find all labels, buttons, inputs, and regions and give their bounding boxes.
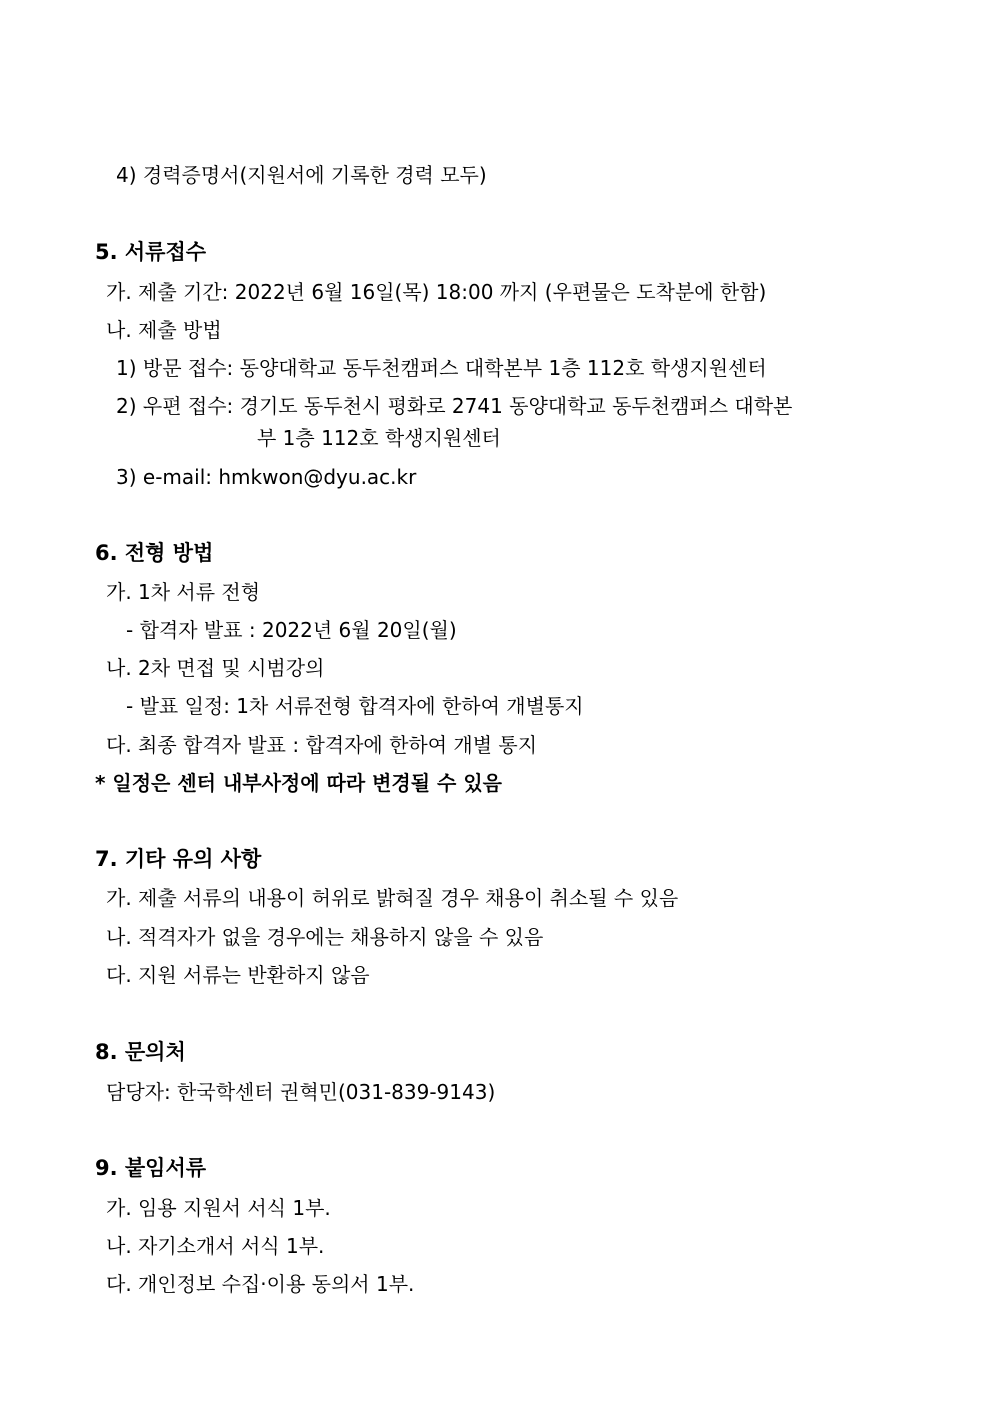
submission-period: 가. 제출 기간: 2022년 6월 16일(목) 18:00 까지 (우편물은 도착분에 한함) bbox=[106, 280, 767, 304]
notice-no-qualified: 나. 적격자가 없을 경우에는 채용하지 않을 수 있음 bbox=[106, 925, 544, 949]
section-8-heading: 8. 문의처 bbox=[95, 1040, 186, 1064]
first-round-announcement: - 합격자 발표 : 2022년 6월 20일(월) bbox=[126, 618, 457, 642]
final-announcement: 다. 최종 합격자 발표 : 합격자에 한하여 개별 통지 bbox=[106, 733, 538, 757]
submission-method-mail-continued: 부 1층 112호 학생지원센터 bbox=[257, 426, 501, 450]
schedule-change-note: * 일정은 센터 내부사정에 따라 변경될 수 있음 bbox=[95, 771, 502, 795]
contact-person: 담당자: 한국학센터 권혁민(031-839-9143) bbox=[106, 1080, 496, 1104]
submission-method-email: 3) e-mail: hmkwon@dyu.ac.kr bbox=[116, 465, 417, 489]
notice-false-documents: 가. 제출 서류의 내용이 허위로 밝혀질 경우 채용이 취소될 수 있음 bbox=[106, 886, 679, 910]
attachment-privacy-consent: 다. 개인정보 수집·이용 동의서 1부. bbox=[106, 1272, 415, 1296]
section-5-heading: 5. 서류접수 bbox=[95, 240, 207, 264]
second-round-schedule: - 발표 일정: 1차 서류전형 합격자에 한하여 개별통지 bbox=[126, 694, 584, 718]
section-9-heading: 9. 붙임서류 bbox=[95, 1156, 207, 1180]
submission-method-title: 나. 제출 방법 bbox=[106, 318, 222, 342]
second-round-title: 나. 2차 면접 및 시범강의 bbox=[106, 656, 325, 680]
section-6-heading: 6. 전형 방법 bbox=[95, 541, 214, 565]
section-7-heading: 7. 기타 유의 사항 bbox=[95, 847, 262, 871]
first-round-title: 가. 1차 서류 전형 bbox=[106, 580, 261, 604]
attachment-application-form: 가. 임용 지원서 서식 1부. bbox=[106, 1196, 331, 1220]
required-doc-item-4: 4) 경력증명서(지원서에 기록한 경력 모두) bbox=[116, 163, 487, 187]
submission-method-visit: 1) 방문 접수: 동양대학교 동두천캠퍼스 대학본부 1층 112호 학생지원센터 bbox=[116, 356, 767, 380]
attachment-self-introduction: 나. 자기소개서 서식 1부. bbox=[106, 1234, 325, 1258]
notice-no-return: 다. 지원 서류는 반환하지 않음 bbox=[106, 963, 370, 987]
submission-method-mail: 2) 우편 접수: 경기도 동두천시 평화로 2741 동양대학교 동두천캠퍼스 대학본 bbox=[116, 394, 793, 418]
